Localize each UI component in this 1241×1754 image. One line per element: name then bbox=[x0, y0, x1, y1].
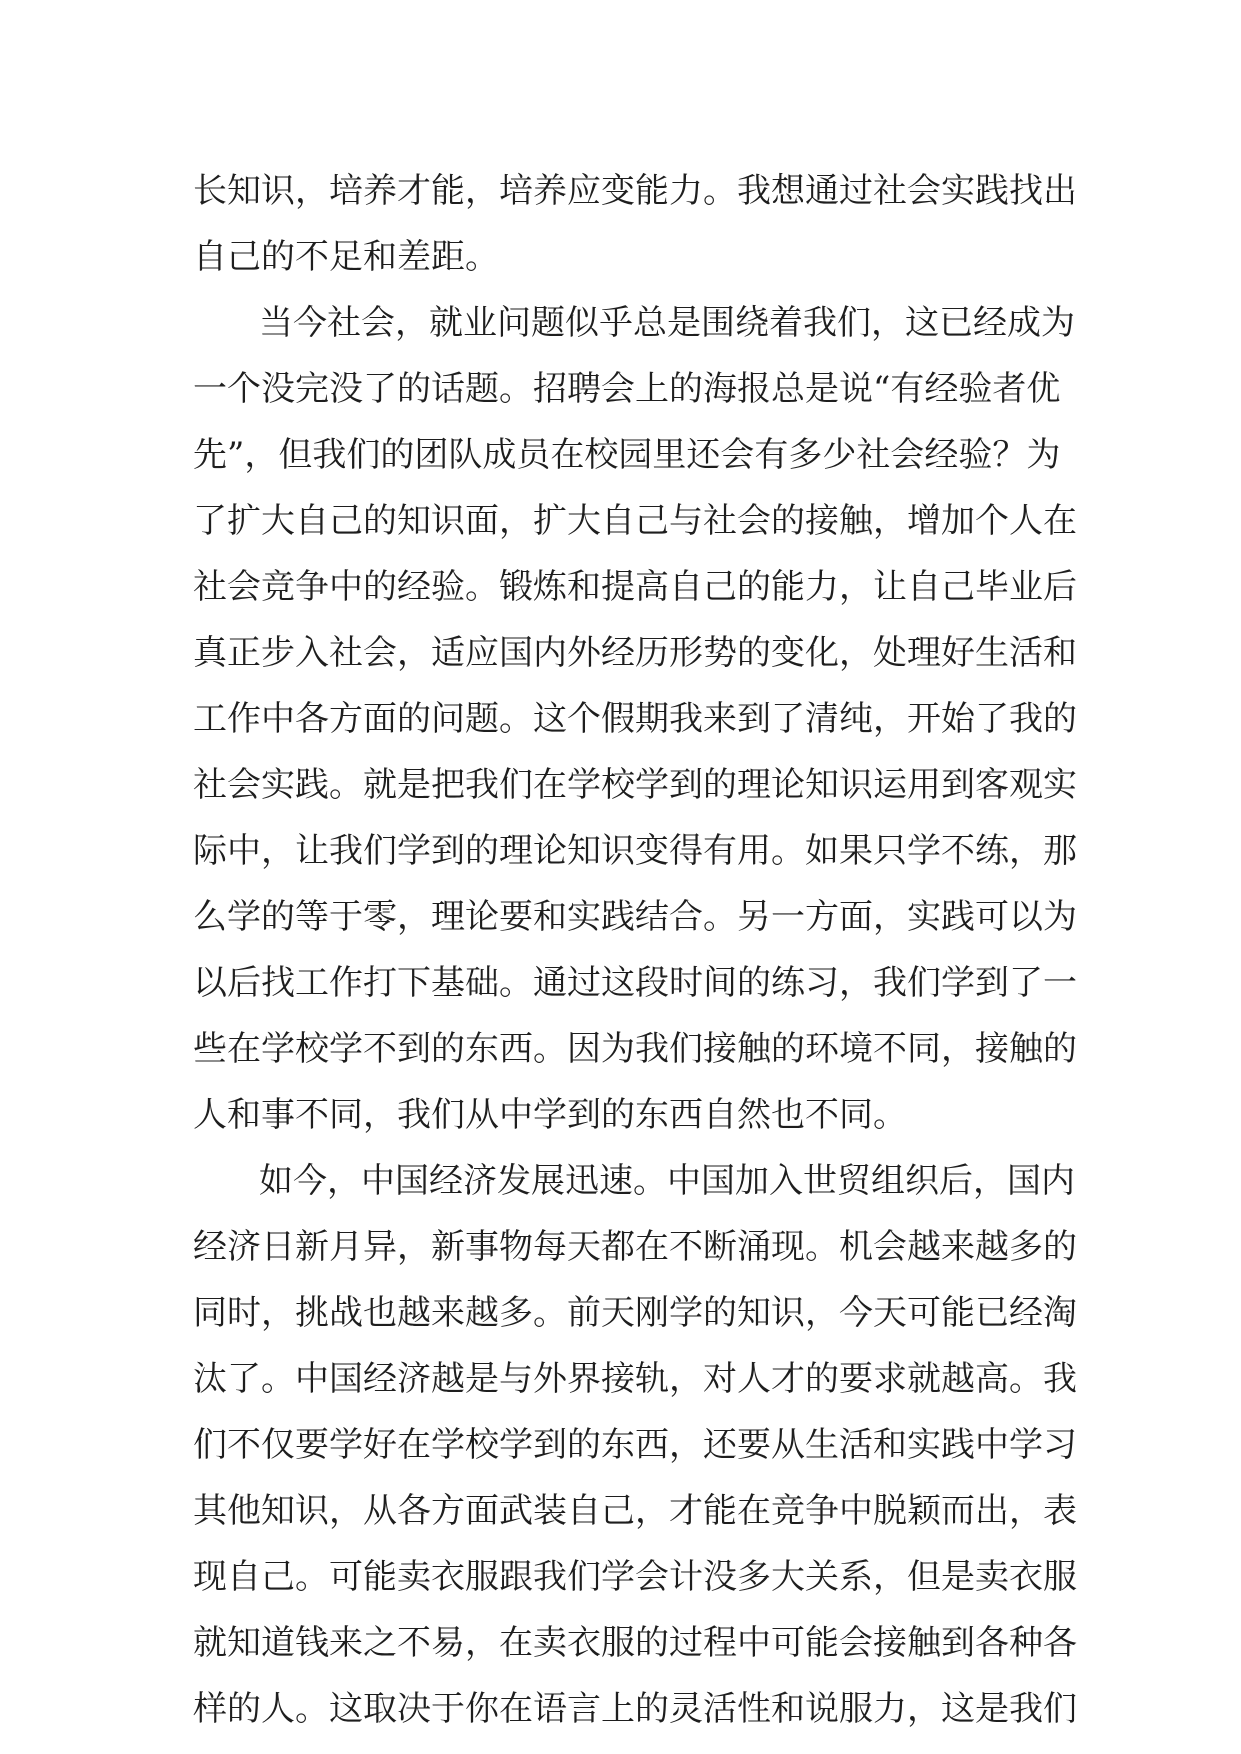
text-line: 样的人。这取决于你在语言上的灵活性和说服力，这是我们 bbox=[193, 1689, 1077, 1729]
text-line: 一个没完没了的话题。招聘会上的海报总是说“有经验者优 bbox=[193, 369, 1061, 409]
text-line: 社会竞争中的经验。锻炼和提高自己的能力，让自己毕业后 bbox=[193, 567, 1077, 607]
text-line: 以后找工作打下基础。通过这段时间的练习，我们学到了一 bbox=[193, 963, 1077, 1003]
text-line: 人和事不同，我们从中学到的东西自然也不同。 bbox=[193, 1095, 907, 1135]
text-line: 际中，让我们学到的理论知识变得有用。如果只学不练，那 bbox=[193, 831, 1077, 871]
text-line: 先”，但我们的团队成员在校园里还会有多少社会经验？为 bbox=[193, 435, 1061, 475]
text-line: 自己的不足和差距。 bbox=[193, 237, 499, 277]
text-line: 同时，挑战也越来越多。前天刚学的知识，今天可能已经淘 bbox=[193, 1293, 1077, 1333]
text-line: 长知识，培养才能，培养应变能力。我想通过社会实践找出 bbox=[193, 171, 1077, 211]
text-line: 其他知识，从各方面武装自己，才能在竞争中脱颖而出，表 bbox=[193, 1491, 1077, 1531]
text-line: 了扩大自己的知识面，扩大自己与社会的接触，增加个人在 bbox=[193, 501, 1077, 541]
text-line: 社会实践。就是把我们在学校学到的理论知识运用到客观实 bbox=[193, 765, 1077, 805]
text-line: 工作中各方面的问题。这个假期我来到了清纯，开始了我的 bbox=[193, 699, 1077, 739]
body-text bbox=[193, 158, 1077, 1742]
text-line: 经济日新月异，新事物每天都在不断涌现。机会越来越多的 bbox=[193, 1227, 1077, 1267]
paragraph-first-line: 如今，中国经济发展迅速。中国加入世贸组织后，国内 bbox=[259, 1161, 1075, 1201]
text-line: 汰了。中国经济越是与外界接轨，对人才的要求就越高。我 bbox=[193, 1359, 1077, 1399]
text-line: 们不仅要学好在学校学到的东西，还要从生活和实践中学习 bbox=[193, 1425, 1077, 1465]
text-line: 真正步入社会，适应国内外经历形势的变化，处理好生活和 bbox=[193, 633, 1077, 673]
text-line: 就知道钱来之不易，在卖衣服的过程中可能会接触到各种各 bbox=[193, 1623, 1077, 1663]
paragraph-first-line: 当今社会，就业问题似乎总是围绕着我们，这已经成为 bbox=[259, 303, 1075, 343]
text-line: 么学的等于零，理论要和实践结合。另一方面，实践可以为 bbox=[193, 897, 1077, 937]
text-line: 些在学校学不到的东西。因为我们接触的环境不同，接触的 bbox=[193, 1029, 1077, 1069]
text-line: 现自己。可能卖衣服跟我们学会计没多大关系，但是卖衣服 bbox=[193, 1557, 1077, 1597]
